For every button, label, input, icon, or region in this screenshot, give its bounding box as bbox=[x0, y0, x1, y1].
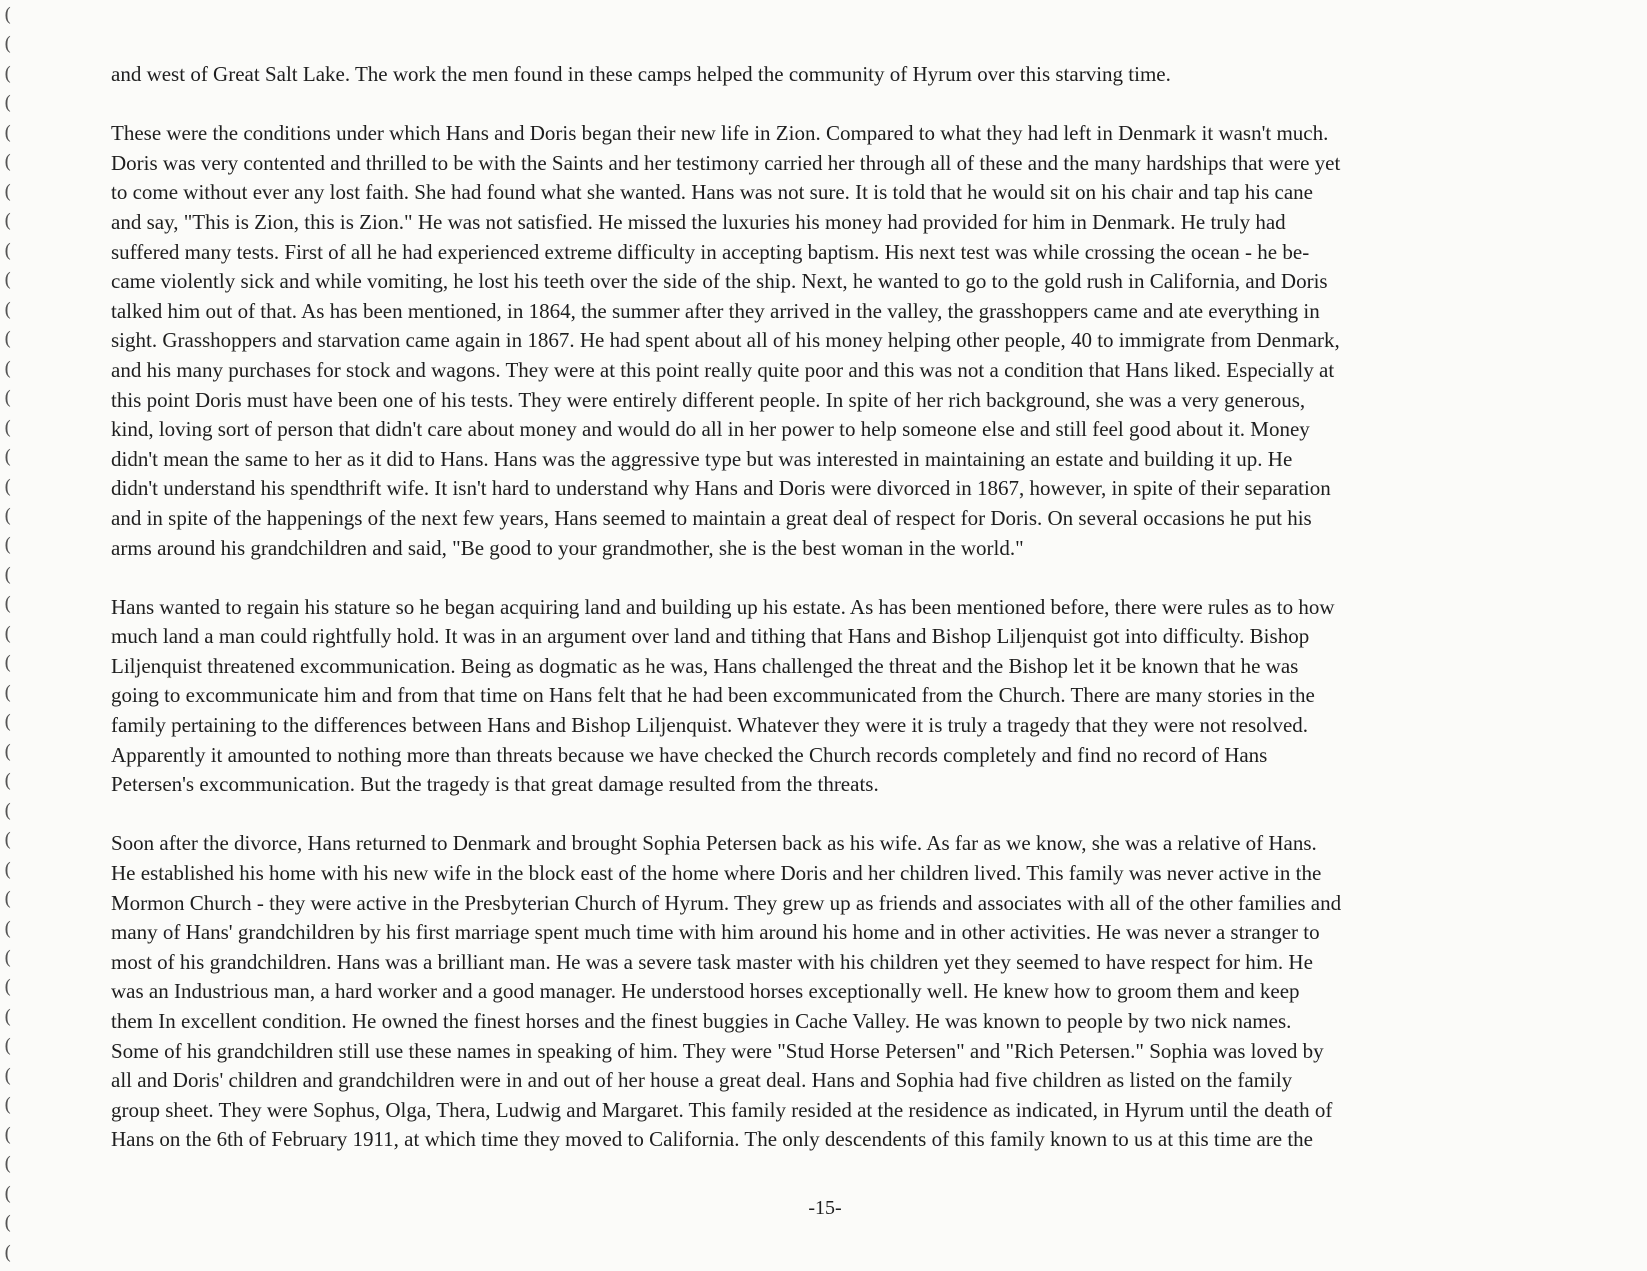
binding-ring-icon: ( bbox=[4, 593, 12, 616]
text-line: many of Hans' grandchildren by his first marriage spent much time with him around his home and in other activities. He was never a stranger to bbox=[111, 920, 1320, 945]
text-line: talked him out of that. As has been mentioned, in 1864, the summer after they arrived in the valley, the grasshoppers came and ate everything in bbox=[111, 298, 1320, 323]
binding-ring-icon: ( bbox=[4, 917, 12, 940]
text-line: suffered many tests. First of all he had experienced extreme difficulty in accepting baptism. His next test was while crossing the ocean - he be- bbox=[111, 239, 1310, 264]
binding-ring-icon: ( bbox=[4, 210, 12, 233]
binding-ring-icon: ( bbox=[4, 1005, 12, 1028]
text-line: Some of his grandchildren still use these names in speaking of him. They were "Stud Horse Petersen" and "Rich Petersen." Sophia was loved by bbox=[111, 1038, 1324, 1063]
binding-ring-icon: ( bbox=[4, 711, 12, 734]
binding-ring-icon: ( bbox=[4, 1241, 12, 1264]
text-line: Hans wanted to regain his stature so he began acquiring land and building up his estate. As has been mentioned before, there were rules as to how bbox=[111, 594, 1335, 619]
binding-ring-icon: ( bbox=[4, 888, 12, 911]
text-line: kind, loving sort of person that didn't care about money and would do all in her power to help someone else and still feel good about it. Money bbox=[111, 417, 1310, 442]
paragraph bbox=[111, 60, 1581, 90]
text-line: Soon after the divorce, Hans returned to Denmark and brought Sophia Petersen back as his wife. As far as we know, she was a relative of Hans. bbox=[111, 831, 1317, 856]
binding-ring-icon: ( bbox=[4, 239, 12, 262]
binding-ring-icon: ( bbox=[4, 858, 12, 881]
binding-ring-icon: ( bbox=[4, 829, 12, 852]
binding-ring-icon: ( bbox=[4, 446, 12, 469]
text-line: all and Doris' children and grandchildren were in and out of her house a great deal. Hans and Sophia had five children as listed on the family bbox=[111, 1068, 1293, 1093]
text-line: Petersen's excommunication. But the tragedy is that great damage resulted from the threats. bbox=[111, 772, 879, 797]
binding-ring-icon: ( bbox=[4, 4, 12, 26]
text-line: most of his grandchildren. Hans was a brilliant man. He was a severe task master with his children yet they seemed to have respect for him. He bbox=[111, 949, 1313, 974]
text-line: this point Doris must have been one of his tests. They were entirely different people. In spite of her rich background, she was a very generous, bbox=[111, 387, 1306, 412]
binding-ring-icon: ( bbox=[4, 475, 12, 498]
text-line: These were the conditions under which Hans and Doris began their new life in Zion. Compared to what they had left in Denmark it wasn't much. bbox=[111, 121, 1329, 146]
text-line: didn't understand his spendthrift wife. It isn't hard to understand why Hans and Doris were divorced in 1867, however, in spite of their separation bbox=[111, 476, 1331, 501]
binding-ring-icon: ( bbox=[4, 534, 12, 557]
binding-ring-icon: ( bbox=[4, 681, 12, 704]
text-line: to come without ever any lost faith. She had found what she wanted. Hans was not sure. It is told that he would sit on his chair and tap his cane bbox=[111, 180, 1313, 205]
binding-ring-icon: ( bbox=[4, 976, 12, 999]
text-line: family pertaining to the differences between Hans and Bishop Liljenquist. Whatever they were it is truly a tragedy that they were not resolved. bbox=[111, 713, 1309, 738]
text-line: them In excellent condition. He owned the finest horses and the finest buggies in Cache Valley. He was known to people by two nick names. bbox=[111, 1009, 1292, 1033]
binding-ring-icon: ( bbox=[4, 357, 12, 380]
text-line: Doris was very contented and thrilled to be with the Saints and her testimony carried her through all of these and the many hardships that were yet bbox=[111, 150, 1341, 175]
binding-ring-icon: ( bbox=[4, 799, 12, 822]
binding-ring-icon: ( bbox=[4, 298, 12, 321]
text-line: and his many purchases for stock and wagons. They were at this point really quite poor and this was not a condition that Hans liked. Especially at bbox=[111, 357, 1335, 382]
text-line: much land a man could rightfully hold. It was in an argument over land and tithing that Hans and Bishop Liljenquist got into difficulty. Bishop bbox=[111, 624, 1310, 649]
binding-ring-icon: ( bbox=[4, 1123, 12, 1146]
text-line: didn't mean the same to her as it did to Hans. Hans was the aggressive type but was interested in maintaining an estate and building it up. He bbox=[111, 446, 1293, 471]
text-line: came violently sick and while vomiting, he lost his teeth over the side of the ship. Next, he wanted to go to the gold rush in California, and Doris bbox=[111, 269, 1328, 294]
binding-ring-icon: ( bbox=[4, 652, 12, 675]
binding-ring-icon: ( bbox=[4, 92, 12, 115]
binding-ring-icon: ( bbox=[4, 622, 12, 645]
binding-ring-icon: ( bbox=[4, 947, 12, 969]
text-line: going to excommunicate him and from that time on Hans felt that he had been excommunicated from the Church. There are many stories in the bbox=[111, 683, 1315, 708]
text-line: Mormon Church - they were active in the Presbyterian Church of Hyrum. They grew up as friends and associates with all of the other families and bbox=[111, 890, 1342, 915]
binding-ring-icon: ( bbox=[4, 151, 12, 174]
binding-ring-icon: ( bbox=[4, 33, 12, 56]
text-line: was an Industrious man, a hard worker and a good manager. He understood horses exceptionally well. He knew how to groom them and keep bbox=[111, 979, 1300, 1004]
text-line: arms around his grandchildren and said, "Be good to your grandmother, she is the best woman in the world." bbox=[111, 535, 1024, 560]
binding-ring-icon: ( bbox=[4, 1212, 12, 1235]
binding-ring-icon: ( bbox=[4, 416, 12, 439]
binding-ring-icon: ( bbox=[4, 121, 12, 144]
page-number: -15- bbox=[808, 1197, 842, 1219]
binding-ring-icon: ( bbox=[4, 269, 12, 292]
binding-ring-icon: ( bbox=[4, 1035, 12, 1058]
text-line: group sheet. They were Sophus, Olga, Thera, Ludwig and Margaret. This family resided at the residence as indicated, in Hyrum until the death of bbox=[111, 1097, 1333, 1122]
paragraph bbox=[111, 119, 1581, 563]
binding-ring-icon: ( bbox=[4, 1153, 12, 1176]
binding-ring-icon: ( bbox=[4, 563, 12, 586]
binding-ring-icon: ( bbox=[4, 770, 12, 793]
paragraph bbox=[111, 593, 1581, 800]
text-line: Liljenquist threatened excommunication. Being as dogmatic as he was, Hans challenged the threat and the Bishop let it be known that he was bbox=[111, 653, 1299, 678]
binding-ring-icon: ( bbox=[4, 1064, 12, 1087]
text-line: and in spite of the happenings of the next few years, Hans seemed to maintain a great deal of respect for Doris. On several occasions he put his bbox=[111, 505, 1312, 530]
binding-ring-icon: ( bbox=[4, 1094, 12, 1117]
binding-ring-icon: ( bbox=[4, 504, 12, 527]
binding-ring-icon: ( bbox=[4, 1182, 12, 1205]
text-line: sight. Grasshoppers and starvation came again in 1867. He had spent about all of his money helping other people, 40 to immigrate from Denmark, bbox=[111, 328, 1340, 353]
binding-ring-icon: ( bbox=[4, 740, 12, 763]
text-line: He established his home with his new wife in the block east of the home where Doris and her children lived. This family was never active in the bbox=[111, 861, 1322, 886]
text-line: Hans on the 6th of February 1911, at which time they moved to California. The only descendents of this family known to us at this time are the bbox=[111, 1127, 1314, 1152]
binding-ring-icon: ( bbox=[4, 180, 12, 203]
text-line: and west of Great Salt Lake. The work the men found in these camps helped the community of Hyrum over this starving time. bbox=[111, 62, 1171, 86]
spiral-binding bbox=[0, 0, 26, 1271]
paragraph bbox=[111, 829, 1581, 1155]
text-line: and say, "This is Zion, this is Zion." He was not satisfied. He missed the luxuries his money had provided for him in Denmark. He truly had bbox=[111, 209, 1286, 234]
page-body-text bbox=[111, 60, 1581, 1185]
text-line: Apparently it amounted to nothing more than threats because we have checked the Church records completely and find no record of Hans bbox=[111, 742, 1268, 767]
binding-ring-icon: ( bbox=[4, 62, 12, 85]
binding-ring-icon: ( bbox=[4, 387, 12, 410]
binding-ring-icon: ( bbox=[4, 328, 12, 351]
